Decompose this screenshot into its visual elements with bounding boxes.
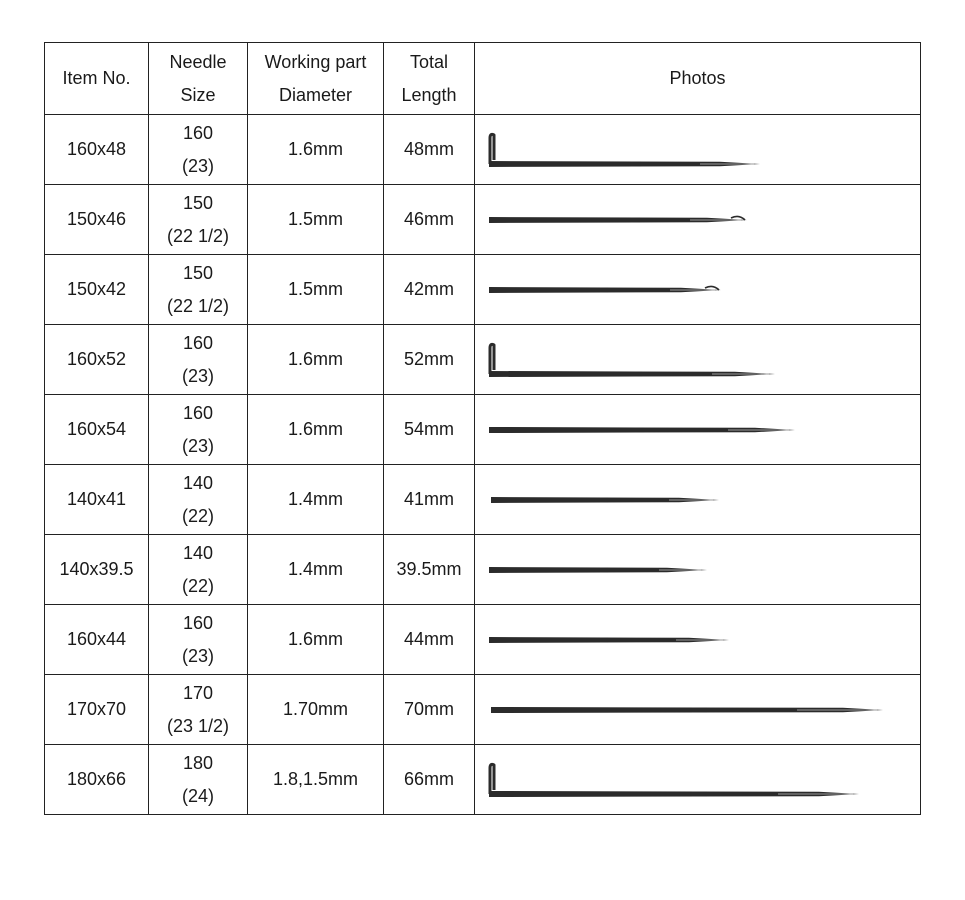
item-no-text: 160x44 — [66, 629, 127, 649]
needle-size-gauge: 180 — [182, 752, 214, 773]
table-row — [45, 675, 921, 745]
needle-photo — [475, 186, 919, 254]
needle-size-number: (24) — [181, 785, 214, 806]
needle-size-number: (23) — [181, 155, 214, 176]
cell-photo — [475, 745, 921, 815]
diameter-text: 1.6mm — [287, 629, 343, 649]
header-needle-size-line2: Size — [180, 84, 216, 105]
cell-needle-size — [149, 535, 248, 605]
item-no-text: 150x46 — [66, 209, 127, 229]
needle-size-gauge: 160 — [182, 612, 214, 633]
cell-photo — [475, 605, 921, 675]
cell-item-no — [45, 465, 149, 535]
cell-diameter — [248, 325, 384, 395]
diameter-text: 1.8,1.5mm — [272, 769, 359, 789]
header-total-length-line1: Total — [409, 51, 449, 72]
needle-photo — [475, 116, 919, 184]
cell-length — [384, 465, 475, 535]
needle-size-number: (23) — [181, 365, 214, 386]
cell-length — [384, 255, 475, 325]
needle-size-gauge: 160 — [182, 332, 214, 353]
cell-diameter — [248, 745, 384, 815]
length-text: 44mm — [403, 629, 454, 649]
diameter-text: 1.70mm — [282, 699, 349, 719]
needle-size-number: (23) — [181, 645, 214, 666]
cell-item-no — [45, 115, 149, 185]
needle-size-number: (23) — [181, 435, 214, 456]
cell-photo — [475, 255, 921, 325]
cell-item-no — [45, 255, 149, 325]
table-row — [45, 115, 921, 185]
header-total-length-line2: Length — [401, 84, 457, 105]
needle-size-gauge: 160 — [182, 402, 214, 423]
length-text: 66mm — [403, 769, 454, 789]
cell-needle-size — [149, 255, 248, 325]
cell-length — [384, 115, 475, 185]
cell-length — [384, 605, 475, 675]
needle-size-gauge: 140 — [182, 542, 214, 563]
needle-photo — [475, 466, 919, 534]
needle-size-number: (22) — [181, 575, 214, 596]
length-text: 70mm — [403, 699, 454, 719]
item-no-text: 150x42 — [66, 279, 127, 299]
length-text: 42mm — [403, 279, 454, 299]
needle-photo — [475, 746, 919, 814]
cell-photo — [475, 325, 921, 395]
cell-item-no — [45, 535, 149, 605]
table-row — [45, 605, 921, 675]
cell-diameter — [248, 535, 384, 605]
diameter-text: 1.4mm — [287, 489, 343, 509]
cell-length — [384, 325, 475, 395]
cell-diameter — [248, 605, 384, 675]
cell-item-no — [45, 185, 149, 255]
needle-size-number: (22) — [181, 505, 214, 526]
table-row — [45, 185, 921, 255]
cell-diameter — [248, 465, 384, 535]
cell-item-no — [45, 745, 149, 815]
header-needle-size-line1: Needle — [169, 51, 227, 72]
needle-size-gauge: 170 — [182, 682, 214, 703]
cell-needle-size — [149, 185, 248, 255]
length-text: 48mm — [403, 139, 454, 159]
cell-needle-size — [149, 605, 248, 675]
length-text: 39.5mm — [396, 559, 462, 579]
header-item-no: Item No. — [45, 43, 149, 115]
item-no-text: 160x52 — [66, 349, 127, 369]
item-no-text: 180x66 — [66, 769, 127, 789]
cell-length — [384, 745, 475, 815]
table-row — [45, 395, 921, 465]
table-row — [45, 255, 921, 325]
item-no-text: 170x70 — [66, 699, 127, 719]
cell-item-no — [45, 395, 149, 465]
needle-size-number: (23 1/2) — [166, 715, 230, 736]
diameter-text: 1.6mm — [287, 419, 343, 439]
needle-photo — [475, 256, 919, 324]
needle-size-gauge: 160 — [182, 122, 214, 143]
cell-length — [384, 395, 475, 465]
header-needle-size — [149, 43, 248, 115]
cell-length — [384, 675, 475, 745]
cell-length — [384, 185, 475, 255]
cell-photo — [475, 465, 921, 535]
table-row — [45, 535, 921, 605]
header-diameter-line1: Working part — [264, 51, 367, 72]
needle-size-number: (22 1/2) — [166, 295, 230, 316]
needle-photo — [475, 396, 919, 464]
needle-photo — [475, 536, 919, 604]
cell-diameter — [248, 185, 384, 255]
needle-crank-bend — [490, 764, 494, 794]
cell-photo — [475, 115, 921, 185]
header-total-length — [384, 43, 475, 115]
item-no-text: 140x41 — [66, 489, 127, 509]
length-text: 41mm — [403, 489, 454, 509]
item-no-text: 160x48 — [66, 139, 127, 159]
table-row — [45, 465, 921, 535]
item-no-text: 160x54 — [66, 419, 127, 439]
length-text: 54mm — [403, 419, 454, 439]
cell-needle-size — [149, 465, 248, 535]
length-text: 46mm — [403, 209, 454, 229]
needle-size-gauge: 150 — [182, 192, 214, 213]
needle-size-gauge: 140 — [182, 472, 214, 493]
item-no-text: 140x39.5 — [59, 559, 134, 579]
cell-needle-size — [149, 675, 248, 745]
cell-item-no — [45, 605, 149, 675]
cell-photo — [475, 185, 921, 255]
cell-photo — [475, 535, 921, 605]
cell-photo — [475, 675, 921, 745]
needle-photo — [475, 606, 919, 674]
cell-needle-size — [149, 325, 248, 395]
needle-photo — [475, 676, 919, 744]
diameter-text: 1.5mm — [287, 279, 343, 299]
cell-photo — [475, 395, 921, 465]
cell-length — [384, 535, 475, 605]
cell-item-no — [45, 325, 149, 395]
header-photos: Photos — [475, 43, 921, 115]
needle-spec-table — [44, 42, 921, 815]
table-header — [45, 43, 921, 115]
header-diameter — [248, 43, 384, 115]
cell-diameter — [248, 255, 384, 325]
cell-diameter — [248, 115, 384, 185]
table-body — [45, 115, 921, 815]
cell-needle-size — [149, 745, 248, 815]
needle-size-number: (22 1/2) — [166, 225, 230, 246]
needle-size-gauge: 150 — [182, 262, 214, 283]
cell-diameter — [248, 675, 384, 745]
cell-needle-size — [149, 395, 248, 465]
header-row — [45, 43, 921, 115]
diameter-text: 1.6mm — [287, 349, 343, 369]
needle-crank-bend — [490, 344, 494, 374]
cell-diameter — [248, 395, 384, 465]
header-diameter-line2: Diameter — [278, 84, 353, 105]
cell-needle-size — [149, 115, 248, 185]
diameter-text: 1.6mm — [287, 139, 343, 159]
cell-item-no — [45, 675, 149, 745]
length-text: 52mm — [403, 349, 454, 369]
diameter-text: 1.5mm — [287, 209, 343, 229]
table-row — [45, 745, 921, 815]
needle-crank-bend — [490, 134, 494, 164]
needle-photo — [475, 326, 919, 394]
diameter-text: 1.4mm — [287, 559, 343, 579]
table-row — [45, 325, 921, 395]
